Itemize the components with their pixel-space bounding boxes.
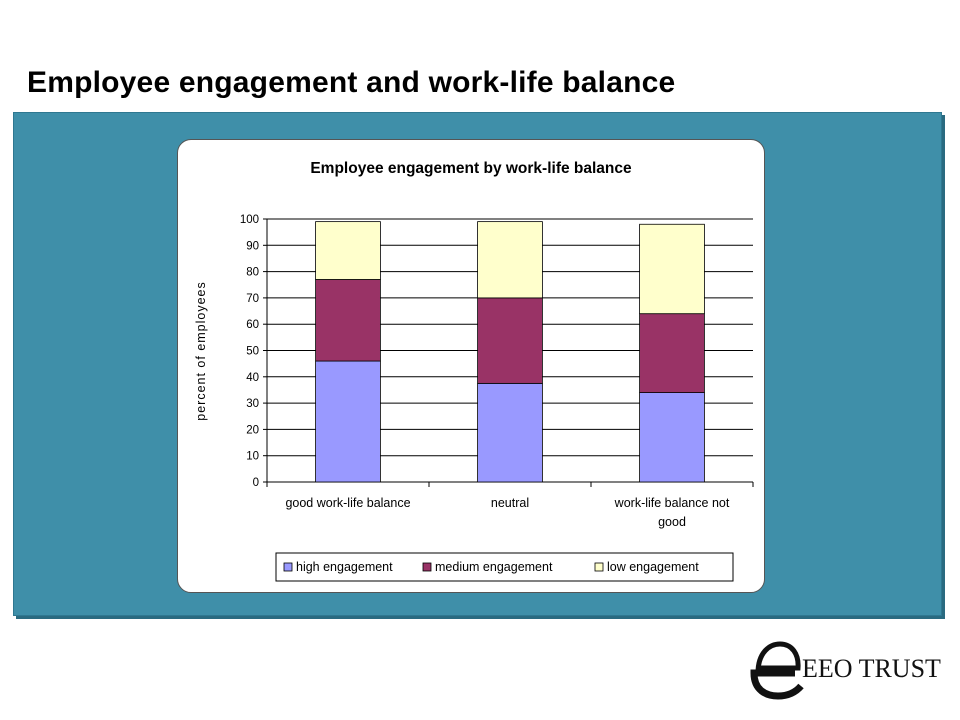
eeo-e-mark-icon [754, 644, 801, 696]
bar-segment [316, 361, 381, 482]
x-tick-label: good work-life balance [285, 496, 411, 510]
legend-label: low engagement [607, 560, 699, 574]
logo-text: EEO TRUST [802, 654, 941, 683]
y-tick-label: 50 [246, 345, 259, 358]
legend-swatch [423, 563, 431, 571]
engagement-chart [178, 140, 764, 592]
y-tick-label: 40 [246, 371, 259, 384]
bar-segment [478, 383, 543, 482]
chart-title: Employee engagement by work-life balance [310, 160, 632, 177]
legend-label: high engagement [296, 560, 393, 574]
y-axis-label: percent of employees [194, 281, 208, 421]
legend-swatch [284, 563, 292, 571]
y-tick-label: 10 [246, 450, 259, 463]
x-tick-label: work-life balance not [614, 496, 730, 510]
bar-segment [640, 224, 705, 313]
bar-segment [316, 279, 381, 361]
x-tick-label: neutral [490, 496, 530, 510]
y-tick-label: 30 [246, 398, 259, 411]
x-tick-label: good [658, 515, 686, 529]
bar-segment [478, 222, 543, 298]
slide-title: Employee engagement and work-life balance [27, 66, 676, 99]
y-tick-label: 80 [246, 266, 259, 279]
chart-card [177, 139, 765, 593]
legend-swatch [595, 563, 603, 571]
bar-segment [640, 393, 705, 482]
bar-segment [478, 298, 543, 383]
y-tick-label: 70 [246, 292, 259, 305]
bar-segment [316, 222, 381, 280]
bar-segment [640, 314, 705, 393]
y-tick-label: 0 [252, 477, 259, 489]
y-tick-label: 20 [246, 424, 259, 437]
y-tick-label: 100 [239, 214, 259, 226]
legend-label: medium engagement [435, 560, 553, 574]
y-tick-label: 60 [246, 319, 259, 332]
y-tick-label: 90 [246, 240, 259, 253]
